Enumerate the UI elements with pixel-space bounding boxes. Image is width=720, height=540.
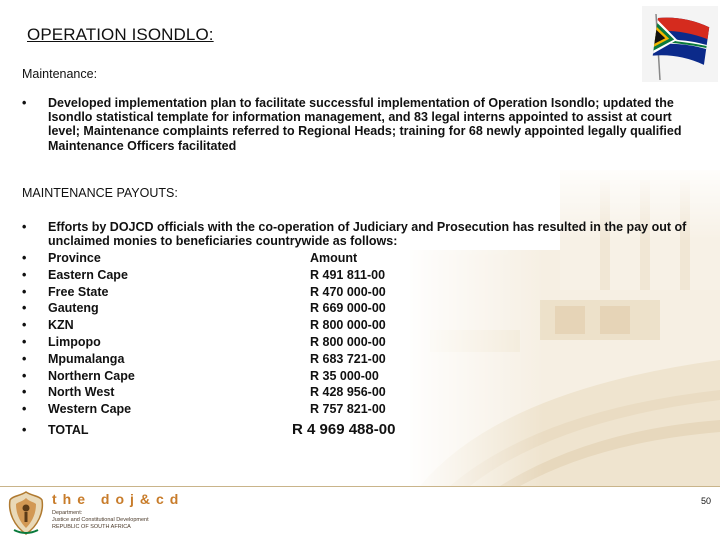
province-name: Mpumalanga — [48, 351, 125, 366]
province-name: KZN — [48, 318, 74, 333]
table-row — [22, 368, 395, 385]
maintenance-heading: Maintenance: — [22, 67, 98, 81]
payouts-intro-text: • Efforts by DOJCD officials with the co-operation of Judiciary and Prosecution has resulted in the pay out of unclaimed monies to beneficiaries countrywide as follows: — [48, 220, 687, 249]
payouts-intro-list — [22, 220, 688, 248]
list-item — [22, 220, 688, 248]
slide-title: OPERATION ISONDLO: — [27, 25, 214, 44]
footer-brand: the doj&cd — [52, 491, 185, 507]
province-name: North West — [48, 385, 115, 400]
payouts-table — [22, 250, 395, 440]
coat-of-arms-icon — [6, 490, 46, 536]
table-row — [22, 284, 395, 301]
page-number: 50 — [700, 496, 711, 506]
amount-column-header: Amount — [310, 251, 358, 265]
payout-amount: R 428 956-00 — [310, 385, 386, 400]
table-row — [22, 401, 395, 418]
payout-amount: R 35 000-00 — [310, 368, 379, 383]
table-row — [22, 267, 395, 284]
payouts-heading: MAINTENANCE PAYOUTS: — [22, 186, 178, 200]
maintenance-bullet-text: • Developed implementation plan to facilitate successful implementation of Operation Isondlo; updated the Isondlo statistical template for information management, and 83 legal interns appointed to assist at court level; Maintenance complaints referred to Regional Heads; training for 68 newly appointed legally qualified Maintenance Officers facilitated — [48, 96, 682, 153]
south-africa-flag-icon — [642, 6, 718, 82]
table-row — [22, 317, 395, 334]
payout-amount: R 669 000-00 — [310, 301, 386, 316]
footer-department-line: Justice and Constitutional Development — [52, 517, 149, 523]
table-row — [22, 351, 395, 368]
province-name: Northern Cape — [48, 368, 135, 383]
province-name: Limpopo — [48, 334, 101, 349]
footer-department — [52, 510, 149, 531]
payout-amount: R 757 821-00 — [310, 402, 386, 417]
province-name: Free State — [48, 284, 109, 299]
total-amount: R 4 969 488-00 — [292, 420, 396, 438]
maintenance-bullet-list — [22, 96, 688, 153]
table-row — [22, 300, 395, 317]
table-row — [22, 334, 395, 351]
payout-amount: R 470 000-00 — [310, 284, 386, 299]
province-name: Eastern Cape — [48, 267, 128, 282]
table-header-row — [22, 250, 395, 267]
table-row — [22, 384, 395, 401]
payout-amount: R 683 721-00 — [310, 351, 386, 366]
total-row — [22, 420, 395, 440]
province-name: Gauteng — [48, 301, 99, 316]
payout-amount: R 800 000-00 — [310, 334, 386, 349]
payout-amount: R 800 000-00 — [310, 318, 386, 333]
footer-department-line: Department: — [52, 510, 83, 516]
footer-divider — [0, 486, 720, 487]
province-name: Western Cape — [48, 402, 132, 417]
payout-amount: R 491 811-00 — [310, 267, 386, 282]
total-label: TOTAL — [48, 422, 89, 437]
province-column-header: Province — [48, 251, 101, 265]
footer-department-line: REPUBLIC OF SOUTH AFRICA — [52, 524, 131, 530]
list-item — [22, 96, 688, 153]
